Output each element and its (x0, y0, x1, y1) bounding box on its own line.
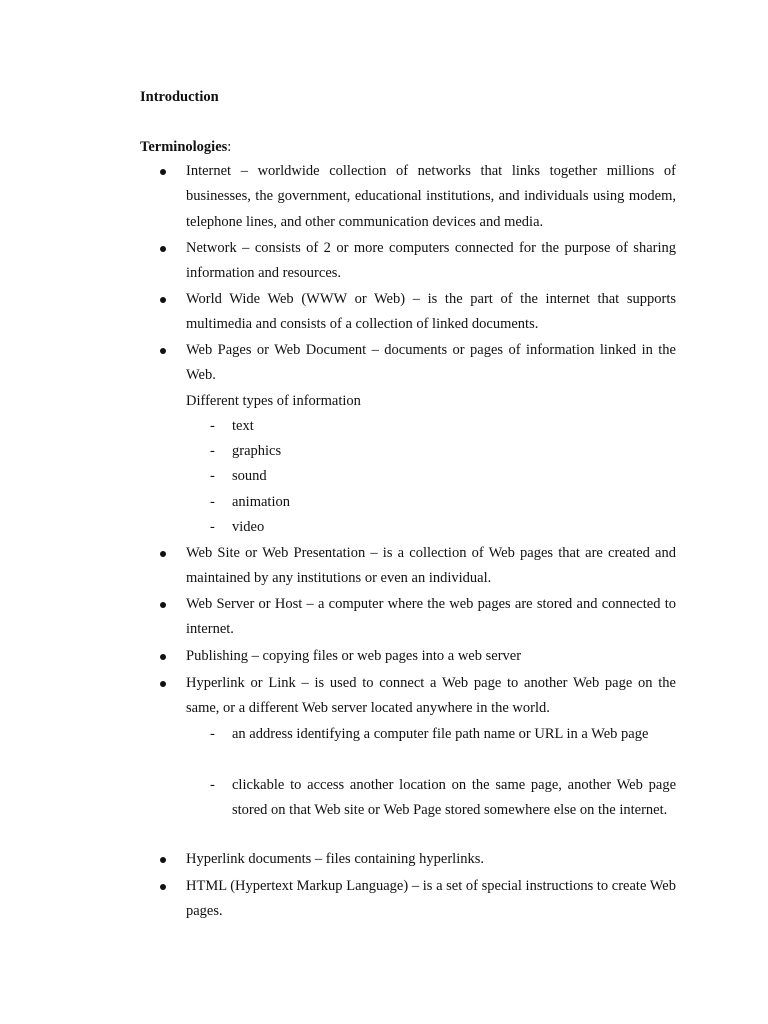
bullet-icon (160, 169, 166, 175)
bullet-icon (160, 602, 166, 608)
bullet-icon (160, 654, 166, 660)
term-internet: Internet – worldwide collection of networks that links together millions of businesses, the government, educational institutions, and individuals using modem, telephone lines, and other communication devices and media. (186, 163, 676, 230)
bullet-icon (160, 348, 166, 354)
section-label (140, 138, 231, 156)
dash-marker: - (210, 443, 215, 459)
bullet-icon (160, 857, 166, 863)
bullet-icon (160, 884, 166, 890)
page-heading: Introduction (140, 89, 219, 105)
term-web-server: Web Server or Host – a computer where the web pages are stored and connected to internet. (186, 596, 676, 638)
dash-marker: - (210, 418, 215, 434)
term-html: HTML (Hypertext Markup Language) – is a set of special instructions to create Web pages. (186, 878, 676, 920)
dash-marker: - (210, 468, 215, 484)
term-network: Network – consists of 2 or more computers connected for the purpose of sharing information and resources. (186, 240, 676, 282)
term-hyperlink: Hyperlink or Link – is used to connect a Web page to another Web page on the same, or a different Web server located anywhere in the world. (186, 675, 676, 717)
term-publishing: Publishing – copying files or web pages into a web server (186, 648, 522, 664)
dash-marker: - (210, 519, 215, 535)
bullet-icon (160, 246, 166, 252)
bullet-icon (160, 297, 166, 303)
bullet-icon (160, 551, 166, 557)
term-web-site: Web Site or Web Presentation – is a collection of Web pages that are created and maintained by any institutions or even an individual. (186, 545, 676, 587)
sub-item-video: video (232, 519, 265, 535)
term-hyperlink-documents: Hyperlink documents – files containing hyperlinks. (186, 851, 485, 867)
section-label-text: Terminologies (140, 139, 228, 155)
sub-item-animation: animation (232, 494, 290, 510)
sub-item-sound: sound (232, 468, 267, 484)
term-web-pages: Web Pages or Web Document – documents or pages of information linked in the Web. (186, 342, 676, 384)
sub-item-clickable: clickable to access another location on the same page, another Web page stored on that Web site or Web Page stored somewhere else on the internet. (232, 777, 676, 819)
dash-marker: - (210, 494, 215, 510)
bullet-icon (160, 681, 166, 687)
dash-marker: - (210, 726, 215, 742)
section-label-colon: : (227, 139, 232, 155)
info-types-note: Different types of information (186, 393, 361, 409)
sub-item-graphics: graphics (232, 443, 282, 459)
term-www: World Wide Web (WWW or Web) – is the part of the internet that supports multimedia and consists of a collection of linked documents. (186, 291, 676, 333)
dash-marker: - (210, 777, 215, 793)
sub-item-address: an address identifying a computer file path name or URL in a Web page (232, 726, 649, 742)
sub-item-text: text (232, 418, 254, 434)
